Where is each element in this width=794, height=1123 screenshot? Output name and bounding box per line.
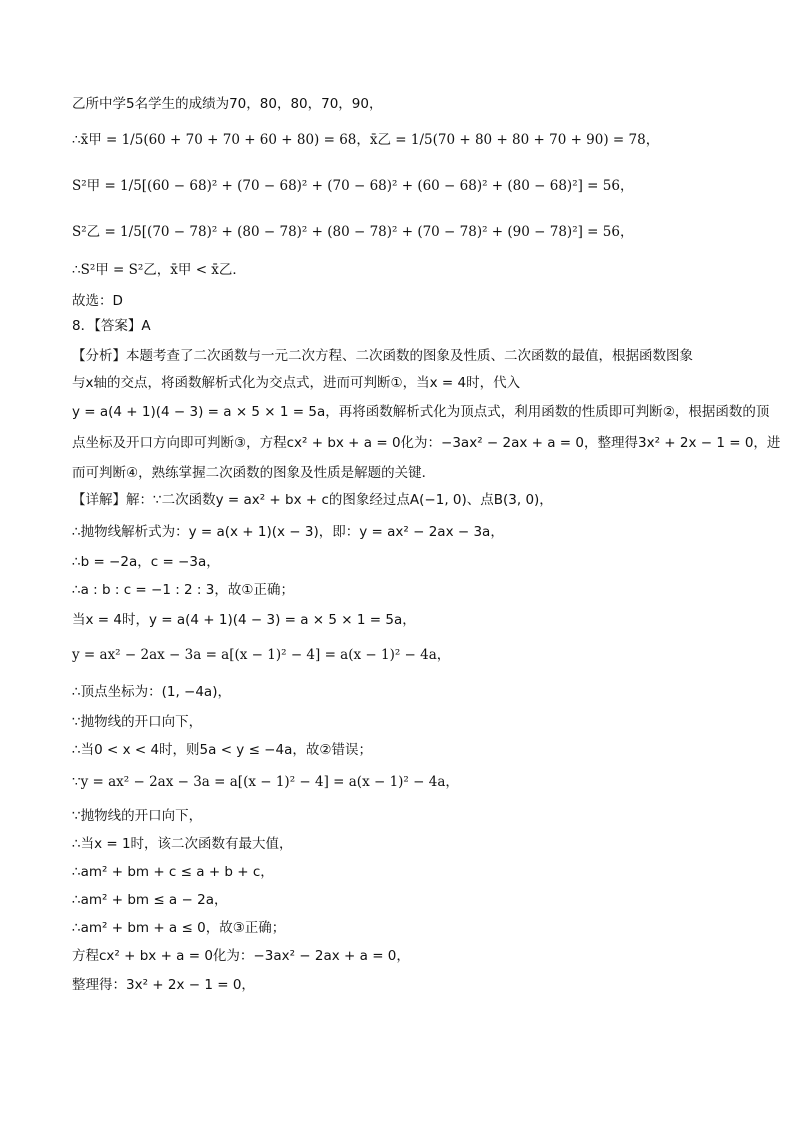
mean-formula-line: ∴x̄甲 = 1/5(60 + 70 + 70 + 60 + 80) = 68，x̄乙 = 1/5(70 + 80 + 80 + 70 + 90) = 78，	[72, 132, 660, 148]
detail-line-7: ∴顶点坐标为：(1, −4a)，	[72, 684, 231, 700]
detail-line-6: y = ax² − 2ax − 3a = a[(x − 1)² − 4] = a(x − 1)² − 4a，	[72, 647, 451, 663]
detail-line-1: 【详解】解：∵二次函数y = ax² + bx + c的图象经过点A(−1, 0)、点B(3, 0)，	[72, 492, 553, 508]
detail-line-17: 整理得：3x² + 2x − 1 = 0，	[72, 977, 255, 993]
variance-yi-line: S²乙 = 1/5[(70 − 78)² + (80 − 78)² + (80 − 78)² + (70 − 78)² + (90 − 78)²] = 56，	[72, 224, 634, 240]
detail-line-4: ∴a : b : c = −1 : 2 : 3，故①正确；	[72, 582, 294, 598]
detail-line-3: ∴b = −2a，c = −3a，	[72, 554, 220, 570]
detail-line-13: ∴am² + bm + c ≤ a + b + c，	[72, 864, 274, 880]
conclusion-line: ∴S²甲 = S²乙，x̄甲 < x̄乙．	[72, 262, 246, 278]
detail-line-9: ∴当0 < x < 4时，则5a < y ≤ −4a，故②错误；	[72, 742, 372, 758]
analysis-line-2: 与x轴的交点，将函数解析式化为交点式，进而可判断①，当x = 4时，代入	[72, 375, 521, 391]
choice-line: 故选：D	[72, 293, 123, 309]
analysis-line-4: 点坐标及开口方向即可判断③，方程cx² + bx + a = 0化为：−3ax² − 2ax + a = 0，整理得3x² + 2x − 1 = 0，进	[72, 435, 781, 451]
text-line-1: 乙所中学5名学生的成绩为70，80，80，70，90，	[72, 96, 383, 112]
detail-line-14: ∴am² + bm ≤ a − 2a，	[72, 892, 228, 908]
analysis-line-1: 【分析】本题考查了二次函数与一元二次方程、二次函数的图象及性质、二次函数的最值，根据函数图象	[72, 348, 693, 364]
detail-line-10: ∵y = ax² − 2ax − 3a = a[(x − 1)² − 4] = a(x − 1)² − 4a，	[72, 774, 459, 790]
detail-line-12: ∴当x = 1时，该二次函数有最大值，	[72, 836, 293, 852]
variance-jia-line: S²甲 = 1/5[(60 − 68)² + (70 − 68)² + (70 − 68)² + (60 − 68)² + (80 − 68)²] = 56，	[72, 178, 634, 194]
detail-line-15: ∴am² + bm + a ≤ 0，故③正确；	[72, 920, 286, 936]
detail-line-8: ∵抛物线的开口向下，	[72, 714, 203, 730]
detail-line-5: 当x = 4时，y = a(4 + 1)(4 − 3) = a × 5 × 1 = 5a，	[72, 612, 416, 628]
analysis-line-5: 而可判断④，熟练掌握二次函数的图象及性质是解题的关键．	[72, 465, 436, 481]
detail-line-2: ∴抛物线解析式为：y = a(x + 1)(x − 3)，即：y = ax² − 2ax − 3a，	[72, 524, 504, 540]
detail-line-11: ∵抛物线的开口向下，	[72, 808, 203, 824]
analysis-line-3: y = a(4 + 1)(4 − 3) = a × 5 × 1 = 5a，再将函数解析式化为顶点式，利用函数的性质即可判断②，根据函数的顶	[72, 404, 770, 420]
answer-heading: 8．【答案】A	[72, 318, 151, 334]
detail-line-16: 方程cx² + bx + a = 0化为：−3ax² − 2ax + a = 0，	[72, 948, 410, 964]
